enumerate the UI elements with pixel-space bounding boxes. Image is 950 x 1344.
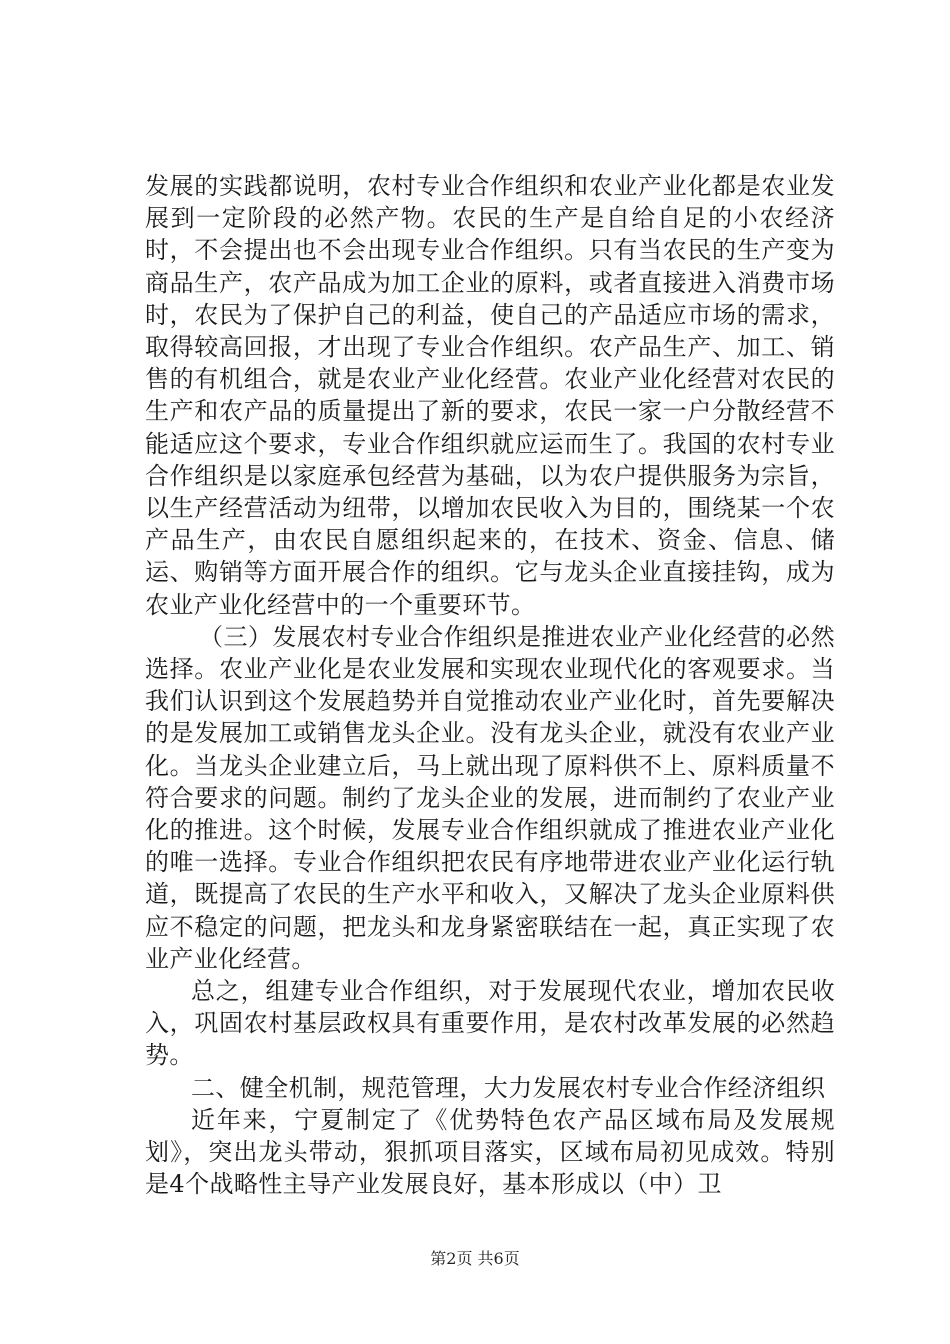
paragraph-3: 总之，组建专业合作组织，对于发展现代农业，增加农民收入，巩固农村基层政权具有重要作用，是农村改革发展的必然趋势。 bbox=[145, 977, 835, 1070]
paragraph-4: 近年来，宁夏制定了《优势特色农产品区域布局及发展规划》，突出龙头带动，狠抓项目落实，区域布局初见成效。特别是4个战略性主导产业发展良好，基本形成以（中）卫 bbox=[145, 1105, 835, 1199]
section-heading-2: 二、健全机制，规范管理，大力发展农村专业合作经济组织 bbox=[191, 1073, 826, 1102]
page-footer: 第2页 共6页 bbox=[430, 1249, 520, 1268]
document-body bbox=[145, 170, 835, 1201]
paragraph-1: 发展的实践都说明，农村专业合作组织和农业产业化都是农业发展到一定阶段的必然产物。农民的生产是自给自足的小农经济时，不会提出也不会出现专业合作组织。只有当农民的生产变为商品生产，农产品成为加工企业的原料，或者直接进入消费市场时，农民为了保护自己的利益，使自己的产品适应市场的需求，取得较高回报，才出现了专业合作组织。农产品生产、加工、销售的有机组合，就是农业产业化经营。农业产业化经营对农民的生产和农产品的质量提出了新的要求，农民一家一户分散经营不能适应这个要求，专业合作组织就应运而生了。我国的农村专业合作组织是以家庭承包经营为基础，以为农户提供服务为宗旨，以生产经营活动为纽带，以增加农民收入为目的，围绕某一个农产品生产，由农民自愿组织起来的，在技术、资金、信息、储运、购销等方面开展合作的组织。它与龙头企业直接挂钩，成为农业产业化经营中的一个重要环节。 bbox=[145, 172, 835, 619]
paragraph-2: （三）发展农村专业合作组织是推进农业产业化经营的必然选择。农业产业化是农业发展和实现农业现代化的客观要求。当我们认识到这个发展趋势并自觉推动农业产业化时，首先要解决的是发展加工或销售龙头企业。没有龙头企业，就没有农业产业化。当龙头企业建立后，马上就出现了原料供不上、原料质量不符合要求的问题。制约了龙头企业的发展，进而制约了农业产业化的推进。这个时候，发展专业合作组织就成了推进农业产业化的唯一选择。专业合作组织把农民有序地带进农业产业化运行轨道，既提高了农民的生产水平和收入，又解决了龙头企业原料供应不稳定的问题，把龙头和龙身紧密联结在一起，真正实现了农业产业化经营。 bbox=[145, 622, 835, 973]
